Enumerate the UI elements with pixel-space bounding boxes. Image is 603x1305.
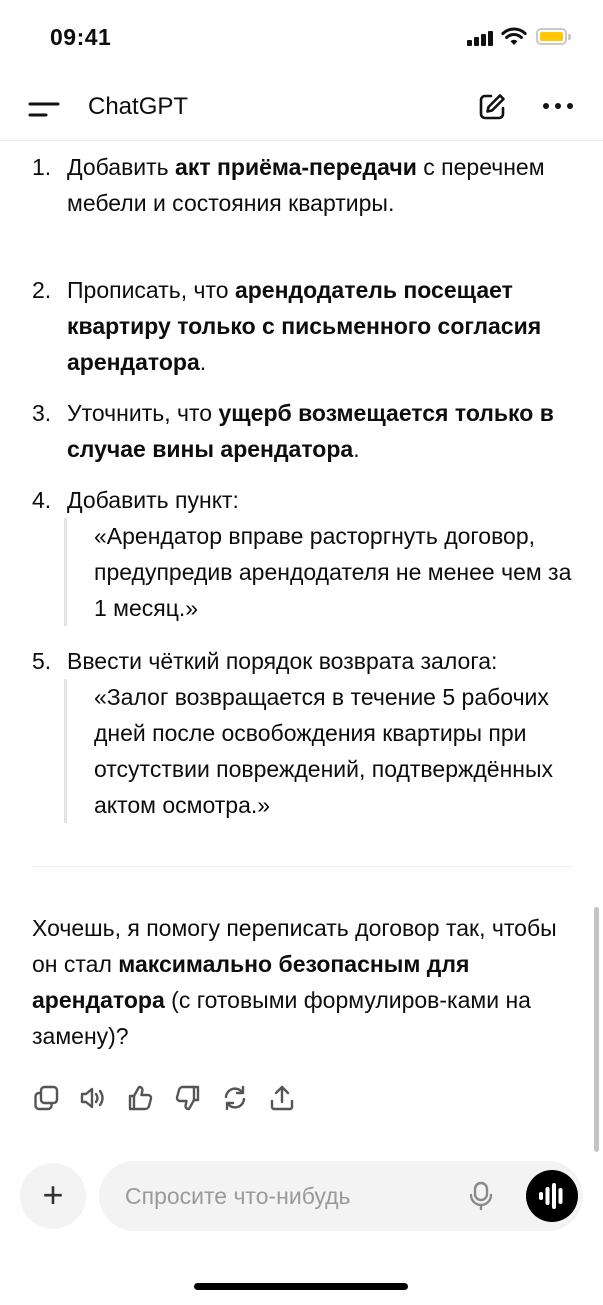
menu-icon[interactable]: [28, 98, 60, 122]
list-item: 4. Добавить пункт: «Арендатор вправе расторгнуть договор, предупредив арендодателя не менее чем за 1 месяц.»: [32, 482, 577, 626]
list-item: 3. Уточнить, что ущерб возмещается только в случае вины арендатора.: [32, 400, 554, 462]
plus-icon: +: [42, 1174, 64, 1215]
status-bar: [0, 0, 603, 80]
divider: [32, 866, 572, 867]
voice-mode-button[interactable]: [526, 1170, 578, 1222]
status-time: 09:41: [50, 24, 112, 50]
app-title[interactable]: ChatGPT: [88, 93, 189, 120]
message-input[interactable]: [123, 1175, 447, 1217]
list-item: 5. Ввести чёткий порядок возврата залога: «Залог возвращается в течение 5 рабочих дней после освобождения квартиры при отсутствии повреждений, подтверждённых актом осмотра.»: [32, 643, 577, 823]
list-item: 1. Добавить акт приёма-передачи с перечнем мебели и состояния квартиры.: [32, 154, 545, 216]
copy-icon[interactable]: [32, 1084, 60, 1112]
scrollbar[interactable]: [594, 907, 599, 1152]
new-chat-icon[interactable]: [477, 92, 507, 122]
thumbs-down-icon[interactable]: [174, 1084, 202, 1112]
blockquote: «Залог возвращается в течение 5 рабочих дней после освобождения квартиры при отсутствии повреждений, подтверждённых актом осмотра.»: [64, 679, 577, 823]
message-composer: [99, 1161, 583, 1231]
regenerate-icon[interactable]: [221, 1084, 249, 1112]
closing-paragraph: Хочешь, я помогу переписать договор так, чтобы он стал максимально безопасным для арендатора (с готовыми формулиров-ками на замену)?: [32, 915, 557, 1049]
share-icon[interactable]: [268, 1084, 296, 1112]
list-item: 2. Прописать, что арендодатель посещает квартиру только с письменного согласия арендатора.: [32, 277, 542, 375]
blockquote: «Арендатор вправе расторгнуть договор, предупредив арендодателя не менее чем за 1 месяц.»: [64, 518, 577, 626]
more-options-icon[interactable]: [540, 100, 576, 112]
wifi-icon: [501, 27, 527, 47]
thumbs-up-icon[interactable]: [126, 1084, 154, 1112]
app-header: [0, 80, 603, 141]
speaker-icon[interactable]: [78, 1084, 106, 1112]
voice-waveform-icon: [538, 1183, 566, 1209]
home-indicator: [194, 1283, 408, 1290]
battery-icon: [536, 28, 567, 45]
add-attachment-button[interactable]: [20, 1163, 86, 1229]
cellular-signal-icon: [467, 30, 495, 46]
microphone-icon[interactable]: [469, 1181, 493, 1211]
